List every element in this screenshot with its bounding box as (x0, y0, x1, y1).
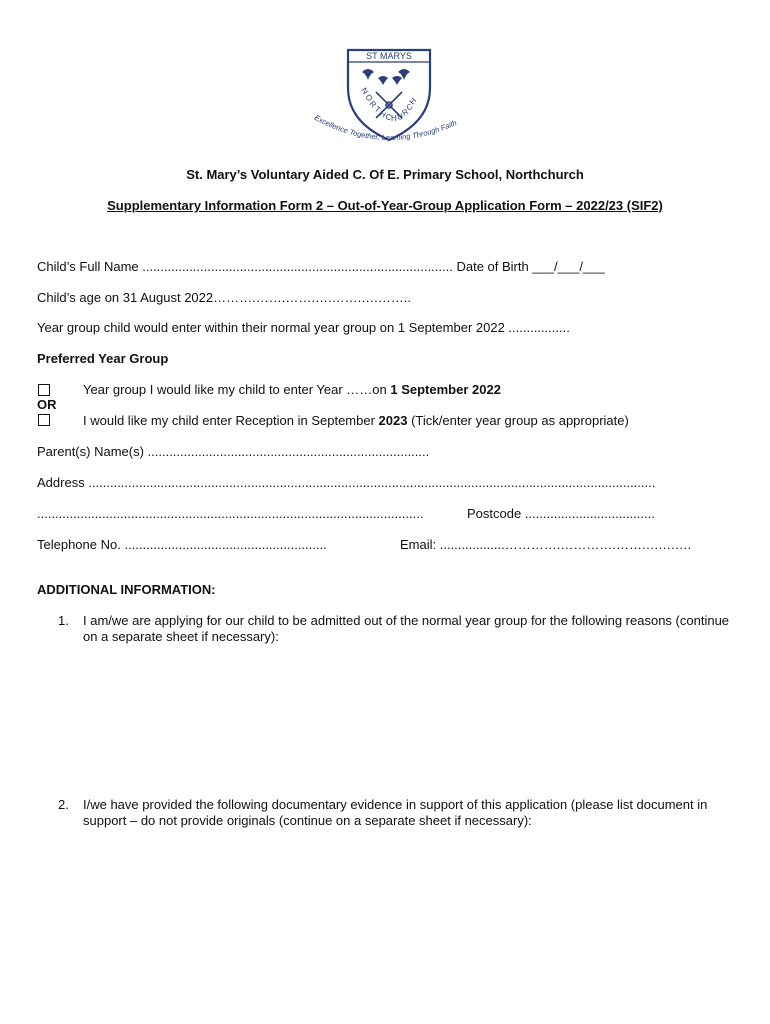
option2-text: I would like my child enter Reception in September (83, 413, 379, 428)
logo-motto: Excellence Together, Learning Through Faith (312, 112, 459, 143)
option1-label (83, 382, 501, 398)
svg-text:H: H (378, 108, 388, 120)
form-title: Supplementary Information Form 2 – Out-of-Year-Group Application Form – 2022/23 (SIF2) (107, 198, 663, 213)
option1-checkbox[interactable] (38, 384, 50, 396)
svg-text:C: C (384, 112, 393, 123)
child-age-field[interactable]: Child’s age on 31 August 2022……….…….…….….…….….…….. (37, 290, 412, 305)
normal-year-field[interactable]: Year group child would enter within their normal year group on 1 September 2022 ................. (37, 320, 570, 335)
svg-text:U: U (396, 111, 405, 122)
item-1-text: I am/we are applying for our child to be admitted out of the normal year group for the following reasons (continue on a separate sheet if necessary): (83, 613, 730, 644)
child-name-field[interactable]: Child’s Full Name ...................................................................................... Date of Birth ___/___/___ (37, 259, 605, 274)
svg-text:N: N (359, 85, 371, 96)
option2-tail: (Tick/enter year group as appropriate) (407, 413, 629, 428)
svg-text:R: R (367, 99, 379, 110)
option2-year: 2023 (378, 413, 408, 428)
option1-text: Year group I would like my child to enter Year ……on (83, 382, 391, 397)
item-1-number: 1. (58, 613, 69, 628)
or-label: OR (37, 397, 57, 412)
school-name: St. Mary’s Voluntary Aided C. Of E. Primary School, Northchurch (186, 167, 584, 182)
email-field[interactable]: Email: ..................………….………….…….….….… (400, 537, 692, 552)
logo-top-text: ST MARYS (366, 51, 412, 61)
postcode-field[interactable]: Postcode .................................... (467, 506, 655, 521)
telephone-field[interactable]: Telephone No. ........................................................ (37, 537, 327, 552)
address-line-1[interactable]: Address ............................................................................................................................................................. (37, 475, 656, 490)
address-line-2[interactable]: ........................................................................................................... (37, 506, 424, 521)
svg-text:O: O (363, 92, 375, 104)
school-logo (300, 44, 478, 156)
school-crest-icon (300, 44, 478, 156)
option1-date: 1 September 2022 (390, 382, 501, 397)
svg-text:H: H (391, 114, 397, 123)
svg-text:H: H (407, 96, 419, 107)
option2-checkbox[interactable] (38, 414, 50, 426)
svg-text:T: T (372, 104, 383, 115)
preferred-heading: Preferred Year Group (37, 351, 169, 366)
additional-heading: ADDITIONAL INFORMATION: (37, 582, 216, 597)
option2-label (83, 413, 629, 429)
svg-text:C: C (404, 101, 415, 113)
item-2-number: 2. (58, 797, 69, 812)
parents-field[interactable]: Parent(s) Name(s) .............................................................................. (37, 444, 430, 459)
item-2-text: I/we have provided the following documentary evidence in support of this application (please list document in support – do not provide originals (continue on a separate sheet if necessary): (83, 797, 708, 828)
svg-text:R: R (400, 107, 411, 118)
